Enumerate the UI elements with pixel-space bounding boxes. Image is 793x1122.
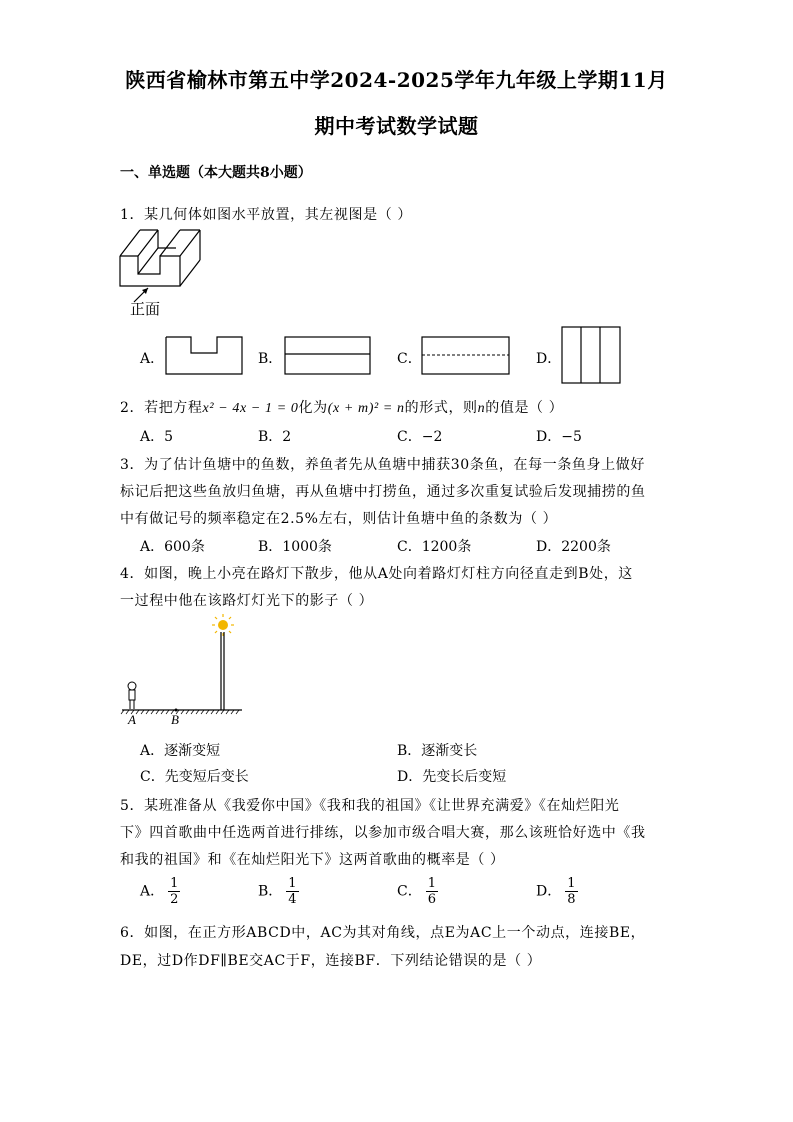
q4-label-a: A [128,712,136,727]
page-title-line2: 期中考试数学试题 [314,114,479,138]
question-5-line2: 下》四首歌曲中任选两首进行排练，以参加市级合唱大赛，那么该班恰好选中《我 [120,825,646,841]
question-3-line1: 3．为了估计鱼塘中的鱼数，养鱼者先从鱼塘中捕获30条鱼，在每一条鱼身上做好 [120,457,645,473]
q1-option-d[interactable]: D． [536,351,562,367]
q5-option-b[interactable]: B． $\frac{1}{4}$ [258,876,297,907]
q1-option-c-figure [421,336,511,376]
q2-option-b[interactable]: B．2 [258,429,292,445]
q5-option-a[interactable]: A． $\frac{1}{2}$ [140,876,179,907]
person-icon [128,682,136,709]
q5-option-d[interactable]: D． $\frac{1}{8}$ [536,876,576,907]
q1-option-d-figure [561,326,623,386]
page-title-line1: 陕西省榆林市第五中学2024-2025学年九年级上学期11月 [125,68,668,92]
question-5-line3: 和我的祖国》和《在灿烂阳光下》这两首歌曲的概率是（ ） [120,852,505,868]
question-6-line2: DE，过D作DF∥BE交AC于F，连接BF．下列结论错误的是（ ） [120,953,542,969]
q2-equation-2: (x + m)² = n [327,401,405,416]
q4-streetlight-figure [120,612,245,727]
q3-option-d[interactable]: D．2200条 [536,539,611,555]
section-heading: 一、单选题（本大题共8小题） [120,165,312,181]
q1-figure-label: 正面 [130,300,161,318]
question-4-line1: 4．如图，晚上小亮在路灯下散步，他从A处向着路灯灯柱方向径直走到B处，这 [120,566,633,582]
q4-option-d[interactable]: D．先变长后变短 [397,769,507,785]
q4-option-a[interactable]: A．逐渐变短 [140,743,221,759]
q1-option-c[interactable]: C． [397,351,422,367]
q1-option-a-figure [165,336,245,376]
q2-equation-1: x² − 4x − 1 = 0 [202,401,299,416]
question-6-line1: 6．如图，在正方形ABCD中，AC为其对角线，点E为AC上一个动点，连接BE， [120,925,646,941]
q1-option-b-figure [284,336,372,376]
lamp-icon [212,614,234,636]
q2-option-a[interactable]: A．5 [140,429,174,445]
question-1-text: 1．某几何体如图水平放置，其左视图是（ ） [120,207,412,223]
q1-option-a[interactable]: A． [140,351,165,367]
question-3-line2: 标记后把这些鱼放归鱼塘，再从鱼塘中打捞鱼，通过多次重复试验后发现捕捞的鱼 [120,484,646,500]
q3-option-b[interactable]: B．1000条 [258,539,332,555]
question-5-line1: 5．某班准备从《我爱你中国》《我和我的祖国》《让世界充满爱》《在灿烂阳光 [120,798,620,814]
question-3-line3: 中有做记号的频率稳定在2.5%左右，则估计鱼塘中鱼的条数为（ ） [120,511,558,527]
q4-option-b[interactable]: B．逐渐变长 [397,743,478,759]
q3-option-c[interactable]: C．1200条 [397,539,472,555]
q2-option-d[interactable]: D．−5 [536,429,582,445]
question-2-text: 2．若把方程x² − 4x − 1 = 0化为(x + m)² = n的形式，则n的值是（ ） [120,400,564,416]
q4-label-b: B [171,712,179,727]
question-4-line2: 一过程中他在该路灯灯光下的影子（ ） [120,593,374,609]
q5-option-c[interactable]: C． $\frac{1}{6}$ [397,876,436,907]
q3-option-a[interactable]: A．600条 [140,539,205,555]
q2-option-c[interactable]: C．−2 [397,429,443,445]
q1-option-b[interactable]: B． [258,351,283,367]
q4-option-c[interactable]: C．先变短后变长 [140,769,249,785]
